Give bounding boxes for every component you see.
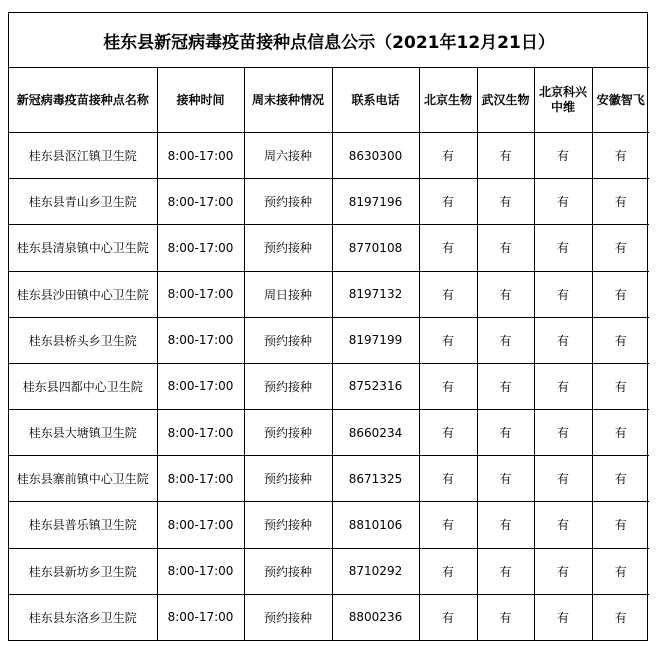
sinovac-cell: 有: [534, 133, 592, 179]
time-cell: 8:00-17:00: [157, 363, 244, 409]
anhui-zhifei-cell: 有: [592, 225, 649, 271]
site-name-cell: 桂东县大塘镇卫生院: [9, 410, 157, 456]
phone-cell: 8197199: [332, 317, 419, 363]
phone-cell: 8660234: [332, 410, 419, 456]
table-row: [9, 225, 649, 271]
weekend-cell: 预约接种: [244, 594, 332, 640]
sinovac-cell: 有: [534, 317, 592, 363]
sinovac-cell: 有: [534, 271, 592, 317]
phone-cell: 8810106: [332, 502, 419, 548]
title-row: [9, 13, 649, 68]
wuhan-bio-cell: 有: [477, 363, 534, 409]
time-cell: 8:00-17:00: [157, 271, 244, 317]
anhui-zhifei-cell: 有: [592, 317, 649, 363]
table-row: [9, 502, 649, 548]
weekend-cell: 预约接种: [244, 363, 332, 409]
wuhan-bio-cell: 有: [477, 317, 534, 363]
anhui-zhifei-cell: 有: [592, 179, 649, 225]
site-name-cell: 桂东县四都中心卫生院: [9, 363, 157, 409]
time-cell: 8:00-17:00: [157, 225, 244, 271]
site-name-cell: 桂东县寨前镇中心卫生院: [9, 456, 157, 502]
weekend-cell: 预约接种: [244, 225, 332, 271]
site-name-cell: 桂东县东洛乡卫生院: [9, 594, 157, 640]
anhui-zhifei-cell: 有: [592, 410, 649, 456]
time-cell: 8:00-17:00: [157, 317, 244, 363]
table-row: [9, 317, 649, 363]
beijing-bio-cell: 有: [419, 225, 477, 271]
wuhan-bio-cell: 有: [477, 502, 534, 548]
site-name-cell: 桂东县沤江镇卫生院: [9, 133, 157, 179]
time-cell: 8:00-17:00: [157, 456, 244, 502]
phone-cell: 8671325: [332, 456, 419, 502]
weekend-cell: 预约接种: [244, 502, 332, 548]
phone-cell: 8197132: [332, 271, 419, 317]
wuhan-bio-cell: 有: [477, 594, 534, 640]
sinovac-cell: 有: [534, 594, 592, 640]
table-body: [9, 133, 649, 641]
weekend-cell: 周日接种: [244, 271, 332, 317]
anhui-zhifei-cell: 有: [592, 133, 649, 179]
anhui-zhifei-cell: 有: [592, 271, 649, 317]
phone-cell: 8800236: [332, 594, 419, 640]
anhui-zhifei-cell: 有: [592, 502, 649, 548]
table-row: [9, 179, 649, 225]
wuhan-bio-cell: 有: [477, 271, 534, 317]
table-row: [9, 594, 649, 640]
wuhan-bio-cell: 有: [477, 179, 534, 225]
time-cell: 8:00-17:00: [157, 133, 244, 179]
beijing-bio-cell: 有: [419, 133, 477, 179]
header-phone: 联系电话: [332, 68, 419, 133]
wuhan-bio-cell: 有: [477, 548, 534, 594]
wuhan-bio-cell: 有: [477, 410, 534, 456]
time-cell: 8:00-17:00: [157, 594, 244, 640]
beijing-bio-cell: 有: [419, 317, 477, 363]
table-row: [9, 410, 649, 456]
header-beijing-bio: 北京生物: [419, 68, 477, 133]
phone-cell: 8770108: [332, 225, 419, 271]
anhui-zhifei-cell: 有: [592, 594, 649, 640]
sinovac-cell: 有: [534, 548, 592, 594]
phone-cell: 8752316: [332, 363, 419, 409]
phone-cell: 8197196: [332, 179, 419, 225]
site-name-cell: 桂东县桥头乡卫生院: [9, 317, 157, 363]
header-anhui-zhifei: 安徽智飞: [592, 68, 649, 133]
time-cell: 8:00-17:00: [157, 502, 244, 548]
wuhan-bio-cell: 有: [477, 225, 534, 271]
header-weekend: 周末接种情况: [244, 68, 332, 133]
table-row: [9, 456, 649, 502]
table-row: [9, 133, 649, 179]
header-row: [9, 68, 649, 133]
header-time: 接种时间: [157, 68, 244, 133]
sinovac-cell: 有: [534, 456, 592, 502]
weekend-cell: 预约接种: [244, 410, 332, 456]
wuhan-bio-cell: 有: [477, 456, 534, 502]
phone-cell: 8710292: [332, 548, 419, 594]
beijing-bio-cell: 有: [419, 548, 477, 594]
sinovac-cell: 有: [534, 410, 592, 456]
header-wuhan-bio: 武汉生物: [477, 68, 534, 133]
time-cell: 8:00-17:00: [157, 548, 244, 594]
table-row: [9, 548, 649, 594]
time-cell: 8:00-17:00: [157, 179, 244, 225]
vaccination-sites-table-frame: [8, 12, 648, 641]
weekend-cell: 预约接种: [244, 456, 332, 502]
beijing-bio-cell: 有: [419, 363, 477, 409]
beijing-bio-cell: 有: [419, 594, 477, 640]
beijing-bio-cell: 有: [419, 179, 477, 225]
anhui-zhifei-cell: 有: [592, 548, 649, 594]
weekend-cell: 预约接种: [244, 179, 332, 225]
sinovac-cell: 有: [534, 363, 592, 409]
site-name-cell: 桂东县沙田镇中心卫生院: [9, 271, 157, 317]
table-row: [9, 363, 649, 409]
beijing-bio-cell: 有: [419, 456, 477, 502]
sinovac-cell: 有: [534, 179, 592, 225]
weekend-cell: 预约接种: [244, 317, 332, 363]
table-row: [9, 271, 649, 317]
site-name-cell: 桂东县新坊乡卫生院: [9, 548, 157, 594]
table-title: 桂东县新冠病毒疫苗接种点信息公示（2021年12月21日）: [9, 13, 649, 68]
site-name-cell: 桂东县青山乡卫生院: [9, 179, 157, 225]
site-name-cell: 桂东县清泉镇中心卫生院: [9, 225, 157, 271]
sinovac-cell: 有: [534, 225, 592, 271]
wuhan-bio-cell: 有: [477, 133, 534, 179]
site-name-cell: 桂东县普乐镇卫生院: [9, 502, 157, 548]
vaccination-sites-table: [9, 13, 649, 640]
anhui-zhifei-cell: 有: [592, 456, 649, 502]
weekend-cell: 预约接种: [244, 548, 332, 594]
time-cell: 8:00-17:00: [157, 410, 244, 456]
beijing-bio-cell: 有: [419, 271, 477, 317]
weekend-cell: 周六接种: [244, 133, 332, 179]
sinovac-cell: 有: [534, 502, 592, 548]
header-sinovac: 北京科兴中维: [534, 68, 592, 133]
anhui-zhifei-cell: 有: [592, 363, 649, 409]
header-site-name: 新冠病毒疫苗接种点名称: [9, 68, 157, 133]
beijing-bio-cell: 有: [419, 502, 477, 548]
beijing-bio-cell: 有: [419, 410, 477, 456]
phone-cell: 8630300: [332, 133, 419, 179]
